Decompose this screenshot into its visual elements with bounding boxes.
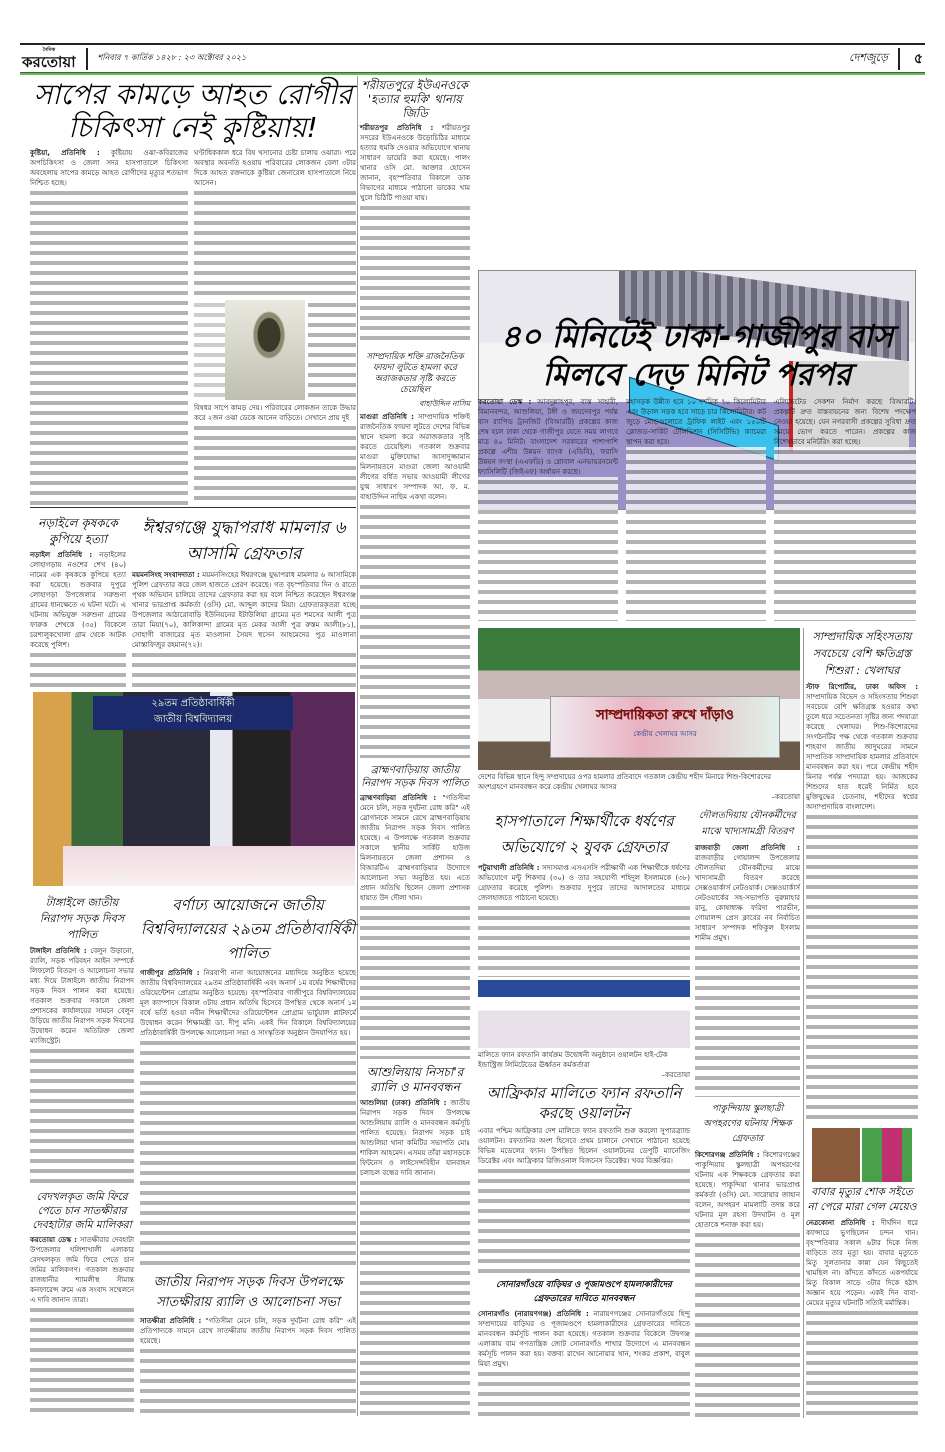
dateline: গাজীপুর প্রতিনিধি : (140, 969, 200, 977)
article-text: রাজবাড়ীর গোয়ালন্দ উপজেলার দৌলতদিয়া যৌনকর্মীদের মাঝে খাদ্যসামগ্রী বিতরণ করেছে সেক্সওয়ার্কার্স নেটওয়ার্ক। সেক্সওয়ার্কার্স নেটওয়ার্কের সহ-সভাপতি নুরুন্নাহার রানু, কোষাধ্যক্ষ ফরিদা পারভীন, গোয়ালন্দ প্রেস ক্লাবের নব নির্বাচিত সাধারণ সম্পাদক শফিকুল ইসলাম শামীম প্রমুখ। (695, 854, 800, 942)
article-text: বিষধর সাপে কামড় দেয়। পরিবারের লোকজন তাকে উদ্ধার করে ২জন ওঝা ডেকে আনেন বাড়িতে। সেখানে প্রায় দুই (194, 404, 356, 423)
article-shariatpur (360, 123, 470, 346)
headline-pakundia: পাকুন্দিয়ায় স্কুলছাত্রী অপহরণের ঘটনায় শিক্ষক গ্রেফতার (703, 1103, 792, 1144)
article-text: সাতক্ষীরার দেবহাটা উপজেলার খলিশাখালী এলাকার বেদখলকৃত জমি ফিরে পেতে চান জমির মালিকগণ। গতকাল শুক্রবার রাজধানীর শ্যামলীস্থ সীমান্ত কনফারেন্স রুমে এক সংবাদ সম্মেলনে এ দাবি জানান তারা। (30, 1236, 134, 1305)
article-text: নিরবাপী নানা আয়োজনের মধ্যদিয়ে অনুষ্ঠিত হয়েছে জাতীয় বিশ্ববিদ্যালয়ের ২৯তম প্রতিষ্ঠাবার্ষিকী এবং অনার্স ১ম বর্ষের শিক্ষার্থীদের ওরিয়েন্টেশন প্রোগ্রাম অনুষ্ঠিত হয়েছে। বৃহস্পতিবার গাজীপুরে বিশ্ববিদ্যালয়ের মূল ক্যাম্পাসে বিকাল ৩টায় প্রধান অতিথি হিসেবে উপস্থিত থেকে অনার্স ১ম বর্ষে ভর্তি হওয়া নবীন শিক্ষার্থীদের ওরিয়েন্টেশন প্রোগ্রাম ভার্চুয়াল প্লাটফর্মে উদ্বোধন করেন শিক্ষামন্ত্রী ডা. দীপু মনি। একই দিন বিকালে বিশ্ববিদ্যালয়ের প্রতিষ্ঠাবার্ষিকী উপলক্ষে আলোচনা সভা ও সাংস্কৃতিক অনুষ্ঠান উদযাপিত হয়। (140, 969, 357, 1037)
logo-small-text: দৈনিক (42, 46, 56, 53)
article-snake-col2b (308, 300, 356, 400)
masthead (22, 45, 923, 72)
dateline: সোনারগাঁও (নারায়ণগঞ্জ) প্রতিনিধি : (478, 1309, 589, 1318)
khelaghar-human-chain-photo (478, 628, 800, 770)
article-bus-col1 (478, 397, 618, 621)
right-column (806, 628, 918, 1418)
article-khelaghar (806, 682, 918, 1124)
column-2-lower (140, 893, 356, 1418)
article-bus (478, 318, 916, 621)
headline-walton: আফ্রিকার মালিতে ফ্যান রফতানি করছে ওয়ালটন (486, 1084, 682, 1123)
dateline: মাগুরা প্রতিনিধি : (360, 412, 414, 421)
column-3 (360, 78, 470, 1418)
headline-snake: সাপের কামড়ে আহত রোগীর চিকিৎসা নেই কুষ্টিয়ায়! (33, 78, 353, 144)
article-snake-col2 (194, 148, 356, 297)
article-tangail (30, 946, 134, 1184)
photo-caption (478, 1050, 690, 1080)
headline-shariatpur: শরীয়তপুরে ইউএনওকে 'হত্যার হুমকি' থানায় জিডি (362, 78, 468, 120)
banner-text: জাতীয় বিশ্ববিদ্যালয় (153, 714, 233, 725)
article-text: ঘণ্টাধিককাল ধরে বিষ খসানোর চেষ্টা চালায় ওঝারা। পরে অবস্থার অবনতি হওয়ায় পরিবারের লোকজন বেলা ৩টার দিকে আহত রক্তনাকে কুষ্টিয়া জেনারেল হাসপাতালে নিয়ে আসেন। (194, 149, 356, 187)
article-satkhira (140, 1316, 356, 1418)
article-text: জাতীয় নিরাপদ সড়ক দিবস উপলক্ষে আশুলিয়ায় র‍্যালি ও মানববন্ধন কর্মসূচি পালিত হয়েছে। নিরাপদ সড়ক চাই আশুলিয়া থানা কমিটির সভাপতি মোঃ শাকিল আহমেদ। এসময় তাঁরা মহাসড়কে ফিটনেস ও লাইসেন্সবিহীন যানবাহন চলাচল বন্ধের দাবি জানান। (360, 1099, 470, 1178)
headline-daulatdia: দৌলতদিয়ায় যৌনকর্মীদের মাঝে খাদ্যসামগ্রী বিতরণ (699, 810, 796, 837)
article-text: "গতিসীমা মেনে চলি, সড়ক দুর্ঘটনা রোধ করি" এই স্লোগানকে সামনে রেখে ব্রাহ্মণবাড়িয়ায় জাতীয় নিরাপদ সড়ক দিবস পালিত হয়েছে। এ উপলক্ষে গতকাল শুক্রবার সকালে স্থানীয় সার্কিট হাউজ মিলনায়তনে জেলা প্রশাসন ও বিআরটিএ ব্রাহ্মণবাড়িয়ার উদ্যোগে আলোচনা সভা অনুষ্ঠিত হয়। এতে প্রধান অতিথি ছিলেন জেলা প্রশাসক হায়াত উদ দৌলা খান। (360, 794, 470, 903)
dateline: রাজবাড়ী জেলা প্রতিনিধি : (695, 844, 800, 852)
father-daughter-photo (812, 1128, 912, 1182)
caption-text: দেশের বিভিন্ন স্থানে হিন্দু সম্প্রদায়ের ওপর হামলার প্রতিবাদে গতকাল কেন্দ্রীয় শহীদ মিনারে শিশু-কিশোরদের অংশগ্রহণে মানববন্ধন করে কেন্দ্রীয় খেলাঘর আসর (478, 773, 772, 791)
middle-right-col-a (478, 808, 690, 1418)
photo-credit: –করতোয়া (661, 1071, 690, 1080)
byline: বাহাউদ্দিন নাসিম (419, 398, 470, 408)
article-text: সাম্প্রদায়িক শক্তিই রাজনৈতিক ফায়দা লুটতে দেশের বিভিন্ন স্থানে হামলা করে অরাজকতার সৃষ্টি করতে চেয়েছিল। গতকাল শুক্রবার মাগুরা মুক্তিযোদ্ধা আসাদুজ্জামান মিলনায়তনে মাগুরা জেলা আওয়ামী লীগের বর্ধিত সভায় আওয়ামী লীগের যুগ্ম সাধারণ সম্পাদক আ. ফ. ম. বাহাউদ্দিন নাছিম একথা বলেন। (360, 412, 470, 501)
issue-date: শনিবার ৭ কার্তিক ১৪২৮ : ২৩ অক্টোবর ২০২১ (97, 53, 247, 62)
logo-text: করতোয়া (22, 52, 76, 71)
article-text: এলিভেটেড সেকশন নির্মাণ করছে বিআরটি। প্রকল্পটি দ্রুত বাস্তবায়নের জন্য বিশেষ পদক্ষেপ নেওয়া হয়েছে। যেন নগরবাসী প্রকল্পের সুবিধা দ্রুত সময়ে ভোগ করতে পারেন। প্রকল্পের কাজ বিশেষভাবে মনিটরিং করা হচ্ছে। (774, 398, 916, 446)
section-name: দেশজুড়ে (849, 51, 888, 64)
article-bedokhol (30, 1235, 134, 1418)
photo-credit: –করতোয়া (771, 793, 800, 801)
dateline: করতোয়া ডেস্ক : (30, 1236, 77, 1245)
divider (30, 507, 356, 508)
headline-narail: নড়াইলে কৃষককে কুপিয়ে হত্যা (38, 516, 118, 546)
article-bus-col2 (626, 397, 766, 621)
dateline: নেত্রকোনা প্রতিনিধি : (806, 1219, 875, 1227)
article-text: দীর্ঘদিন ধরে ক্যান্সারে ভুগছিলেন চন্দন খান। বৃহস্পতিবার সকাল ৬টার দিকে নিজ বাড়িতে তার মৃত্যু হয়। বাবার মৃত্যুতে মিতু সুলতানার কান্না যেন কিছুতেই থামছিল না। কাঁদতে কাঁদতে একপর্যায়ে মিতু বিকাল সাড়ে ৩টার দিকে হঠাৎ অজ্ঞান হয়ে পড়েন। একই দিন বাবা-মেয়ের মৃত্যুর ঘটনাটি সত্যিই মর্মান্তিক। (806, 1219, 918, 1307)
article-text: শরীয়তপুর সদরের ইউএনওকে উড়োচিঠির মাধ্যমে হত্যার হুমকি দেওয়ার অভিযোগে থানায় সাধারণ ডায়েরি করা হয়েছে। পালং থানার ওসি মো. আক্তার হোসেন জানান, বৃহস্পতিবার বিকালে ডাক বিভাগের মাধ্যমে পাঠানো ডাকের খাম খুলে চিঠিটি পাওয়া যায়। (360, 124, 470, 202)
article-ishwarganj-stack (132, 515, 356, 687)
article-text: ময়মনসিংহের ঈশ্বরগঞ্জে যুদ্ধাপরাধ মামলার ৬ আসামিকে পুলিশ গ্রেফতার করে জেল হাজতে প্রেরণ করেছে। গত বৃহস্পতিবার দিন ও রাতে পৃথক অভিযান চালিয়ে তাদের গ্রেফতার করা হয় বলে নিশ্চিত করেছেন ঈশ্বরগঞ্জ থানার ভারপ্রাপ্ত কর্মকর্তা (ওসি) মো. আব্দুল কাদের মিয়া। গ্রেফতারকৃতরা হচ্ছে উপজেলার আঠারোবাড়ি ইউনিয়নের ইটাউলিয়া গ্রামের মৃত শমসের আলী পুত্র তারা মিয়া(৭০), কালিকান্দা গ্রামের মৃত মেকর আলী পুত্র রুস্তম আলী(৮১), সোহাগী বাজারের মৃত মাওলানা সৈয়দ হুসেন আহমেদের পুত্র মাওলানা মোস্তাফিজুর রহমান(৭২)। (132, 571, 356, 649)
walton-event-photo (478, 980, 690, 1048)
headline-communal-force: সাম্প্রদায়িক শক্তি রাজনৈতিক ফায়দা লুটতে হামলা করে অরাজকতার সৃষ্টি করতে চেয়েছিল (366, 351, 464, 395)
dateline: ব্রাহ্মণবাড়িয়া প্রতিনিধি : (360, 794, 437, 803)
article-communal-force (360, 412, 470, 758)
dateline: স্টাফ রিপোর্টার, ঢাকা অফিস : (806, 683, 918, 691)
article-text: নারায়ণগঞ্জের সোনারগাঁওয়ে হিন্দু সম্প্রদায়ের বাড়িঘর ও পূজামণ্ডপে হামলাকারীদের গ্রেফতারের দাবিতে মানববন্ধন কর্মসূচি পালন করা হয়েছে। গতকাল শুক্রবার বিকেলে উদ্বগঞ্জ এলাকায় বাম গণতান্ত্রিক জোট সোনারগাঁও শাখার উদ্যোগে এ মানববন্ধন কর্মসূচি পালন করা হয়। বক্তব্য রাখেন আনোয়ার খান, শংকর প্রকাশ, বাবুল মিয়া প্রমুখ। (478, 1309, 691, 1368)
column-1-lower (30, 895, 134, 1418)
cobra-photo-row (194, 300, 356, 400)
article-snake-col2c (194, 403, 356, 505)
article-narail-stack (30, 515, 126, 687)
column-rule (803, 628, 804, 1418)
article-snake (30, 78, 356, 508)
article-ashulia (360, 1098, 470, 1418)
column-rule (357, 76, 358, 1416)
article-text: মহাসড়ক উন্নীত হবে ১০ দশমিক ৭০ কিলোমিটার এবং উড়াল সড়ক হবে সাড়ে চার কিলোমিটার। কট জুড়ে মোড়গুলোতে ট্রাফিক লাইট এবং ১৫০টি ক্লোজড-সার্কিট টেলিভিশন (সিসিটিভি) ক্যামেরা স্থাপন করা হবে। (626, 398, 766, 446)
headline-ishwarganj: ঈশ্বরগঞ্জে যুদ্ধাপরাধ মামলার ৬ আসামি গ্রেফতার (142, 518, 346, 564)
article-snake-col2-wrap (194, 148, 356, 505)
middle-right-block (478, 628, 800, 1418)
banner-text: ২৯তম প্রতিষ্ঠাবার্ষিকী (151, 698, 235, 709)
article-text: "গতিসীমা মেনে চলি, সড়ক দুর্ঘটনা রোধ করি" এই প্রতিপাদ্যকে সামনে রেখে সাতক্ষীরায় জাতীয় নিরাপদ সড়ক দিবস পালিত হয়েছে। (140, 1317, 356, 1345)
photo-banner (550, 696, 780, 758)
divider (898, 48, 900, 70)
article-father-daughter (806, 1218, 918, 1418)
photo-caption (478, 772, 800, 802)
headline-national-university: বর্ণাঢ্য আয়োজনে জাতীয় বিশ্ববিদ্যালয়ের ২৯তম প্রতিষ্ঠাবার্ষিকী পালিত (140, 896, 356, 962)
banner-org: কেন্দ্রীয় খেলাঘর আসর (633, 730, 697, 738)
article-brahmanbaria (360, 793, 470, 1059)
masthead-green-rule (20, 72, 925, 75)
headline-ashulia: আশুলিয়ায় নিসচা'র র‍্যালি ও মানববন্ধন (366, 1065, 464, 1095)
middle-right-columns (478, 808, 800, 1418)
dateline: করতোয়া ডেস্ক : (478, 398, 532, 406)
article-daulatdia (695, 843, 800, 1097)
article-bus-columns (478, 394, 916, 621)
nu-anniversary-photo (33, 692, 355, 886)
article-national-university (140, 968, 356, 1267)
cake-table (63, 846, 355, 886)
article-pakundia (695, 1150, 800, 1418)
newspaper-logo (22, 47, 76, 71)
dateline: টাঙ্গাইল প্রতিনিধি : (30, 947, 87, 955)
article-text: নড়াইলের লোহাগড়ায় নওশের শেখ (৪০) নামের এক কৃষককে কুপিয়ে হত্যা করা হয়েছে। শুক্রবার দুপুরে লোহাগড়া উপজেলার সরুশুনা গ্রামের ধানক্ষেতে এ ঘটনা ঘটে। এ ঘটনায় অভিযুক্ত সরুশুনা গ্রামের ফারুক শেখকে (৩৫) বিকেলে চরশালুকখোলা গ্রাম থেকে আটক করেছে পুলিশ। (30, 551, 126, 649)
caption-text: মালিতে ফ্যান রফতানি কার্যক্রম উদ্বোধনী অনুষ্ঠানে ওয়ালটন হাই-টেক ইন্ডাস্ট্রিজ লিমিটেডের ঊর্ধ্বতন কর্মকর্তারা (478, 1051, 668, 1070)
headline-brahmanbaria: ব্রাহ্মণবাড়িয়ায় জাতীয় নিরাপদ সড়ক দিবস পালিত (361, 765, 469, 790)
dateline: পটুয়াখালী প্রতিনিধি : (478, 864, 540, 872)
dateline: কিশোরগঞ্জ প্রতিনিধি : (695, 1150, 760, 1159)
spacer (194, 300, 225, 400)
article-snake-col1 (30, 148, 188, 505)
article-walton (478, 1126, 690, 1272)
article-hospital (478, 863, 690, 977)
article-text: কিশোরগঞ্জের পাকুন্দিয়ায় স্কুলছাত্রী অপহরণের ঘটনায় এক শিক্ষককে গ্রেফতার করা হয়েছে। পাকুন্দিয়া থানার ভারপ্রাপ্ত কর্মকর্তা (ওসি) মো. সারোয়ার জাহান বলেন, অপহরণ মামলাটি তদন্ত করে ঘটনার মূল রহস্য উদঘাটন ও মূল হোতাকে শনাক্ত করা হয়। (695, 1150, 800, 1229)
dateline: নড়াইল প্রতিনিধি : (30, 551, 93, 559)
dateline: সাতক্ষীরা প্রতিনিধি : (140, 1317, 202, 1325)
divider (86, 48, 88, 70)
article-text: সাম্প্রদায়িক বিভেদ ও সহিংসতায় শিশুরা সবচেয়ে বেশি ক্ষতিগ্রস্ত হওয়ার কথা তুলে ধরে সচেতনতা সৃষ্টির জন্য পদযাত্রা করেছে খেলাঘর। শিশু-কিশোরদের সংগঠনটির পক্ষ থেকে গতকাল শুক্রবার শাহবাগ জাতীয় জাদুঘরের সামনে সাম্প্রতিক সাম্প্রদায়িক হামলার প্রতিবাদে মানববন্ধন করা হয়। পরে কেন্দ্রীয় শহীদ মিনার পর্যন্ত পদযাত্রা হয়। আজকের শিশুদের হাত ধরেই নির্মিত হবে মুক্তিযুদ্ধের চেতনায়, শহীদের স্বপ্নের অসাম্প্রদায়িক বাংলাদেশ। (806, 693, 918, 811)
article-narail (30, 550, 126, 687)
middle-right-col-b (695, 808, 800, 1418)
article-text: এবার পশ্চিম আফ্রিকার দেশ মালিতে ফ্যান রফতানি শুরু করলো সুপারব্র্যান্ড ওয়ালটন। রফতানির অংশ হিসেবে প্রথম চালানে সেখানে পাঠানো হয়েছে বিভিন্ন মডেলের ফ্যান। উপস্থিত ছিলেন ওয়ালটনের ডেপুটি ম্যানেজিং ডিরেক্টর এবং আফ্রিকার রিজিওনাল বিজনেস ডিরেক্টর। খবর বিজ্ঞপ্তির। (478, 1127, 690, 1166)
headline-sonargaon: সোনারগাঁওয়ে বাড়িঘর ও পূজামণ্ডপে হামলাকারীদের গ্রেফতারের দাবিতে মানববন্ধন (496, 1279, 672, 1304)
article-sonargaon (478, 1309, 690, 1418)
headline-bedokhol: বেদখলকৃত জমি ফিরে পেতে চান সাতক্ষীরার দেবহাটার জমি মালিকরা (32, 1191, 132, 1232)
headline-khelaghar: সাম্প্রদায়িক সহিংসতায় সবচেয়ে বেশি ক্ষতিগ্রস্ত শিশুরা : খেলাঘর (812, 630, 912, 677)
page-number: ৫ (913, 50, 923, 67)
headline-father-daughter: বাবার মৃত্যুর শোক সইতে না পেরে মারা গেল মেয়েও (807, 1186, 917, 1213)
article-text: সদ্যসমাপ্ত এসএসসি পরীক্ষার্থী এক শিক্ষার্থীকে ধর্ষণের অভিযোগে মন্টু শিকদার (৩০) ও তার সহযোগী শহিদুল ইসলামকে (৩৮) গ্রেফতার করেছে পুলিশ। শুক্রবার দুপুরে তাদের আদালতের মাধ্যমে জেলহাজতে পাঠানো হয়েছে। (478, 864, 690, 902)
cobra-photo (225, 300, 305, 400)
article-bus-col3 (774, 397, 916, 621)
headline-bus: ৪০ মিনিটেই ঢাকা-গাজীপুর বাস মিলবে দেড় মিনিট পরপর (500, 319, 894, 393)
dateline: ময়মনসিংহ সংবাদদাতা : (132, 571, 200, 579)
article-text: কুষ্টিয়ায় ওঝা-কবিরাজের অপচিকিৎসা ও জেলা সদর হাসপাতালে চিকিৎসা অবহেলায় সাপের কামড়ে আহত রোগীদের মৃত্যুর শতভাগ নিশ্চিত হচ্ছে। (30, 149, 188, 187)
dateline: শরীয়তপুর প্রতিনিধি : (360, 124, 434, 132)
article-text: আবদুল্লাহপুর, ব্যস্ত সাহারী, বিমানবন্দর, আশুলিয়া, টঙ্গী ও জয়দেবপুর পর্যন্ত বাস র‍্যাপিড ট্রানজিট (বিআরটি) প্রকল্পের কাজ শেষ হলে ঢাকা থেকে গাজীপুর যেতে সময় লাগবে মাত্র ৪০ মিনিট। বাংলাদেশ সরকারের পাশাপাশি প্রকল্পে এশীয় উন্নয়ন ব্যাংক (এডিবি), ফরাসি উন্নয়ন সংস্থা (এএফডি) ও গ্লোবাল এনভায়রনমেন্ট ফ্যাসিলিটি (জিইএফ) অর্থায়ন করছে। (478, 398, 618, 476)
dateline: কুষ্টিয়া, প্রতিনিধি : (30, 149, 100, 157)
headline-hospital: হাসপাতালে শিক্ষার্থীকে ধর্ষণের অভিযোগে ২ যুবক গ্রেফতার (494, 812, 674, 856)
dateline: আশুলিয়া (ঢাকা) প্রতিনিধি : (360, 1099, 447, 1108)
article-snake-columns (30, 148, 356, 505)
photo-banner (93, 696, 293, 730)
banner-text: সাম্প্রদায়িকতা রুখে দাঁড়াও (596, 708, 734, 723)
article-ishwarganj (132, 570, 356, 687)
article-text: বেলুন উড়ানো, র‍্যালি, সড়ক পরিবহন আইন সম্পর্কে লিফলেট বিতরণ ও আলোচনা সভার মধ্য দিয়ে টাঙ্গাইলে জাতীয় নিরাপদ সড়ক দিবস পালন করা হয়েছে। গতকাল শুক্রবার সকালে জেলা প্রশাসকের কার্যালয়ের সামনে বেলুন উড়িয়ে জাতীয় নিরাপদ সড়ক দিবসের উদ্বোধন করেন অতিরিক্ত জেলা ম্যাজিস্ট্রেট। (30, 947, 134, 1045)
headline-satkhira: জাতীয় নিরাপদ সড়ক দিবস উপলক্ষে সাতক্ষীরায় র‍্যালি ও আলোচনা সভা (153, 1275, 343, 1310)
headline-tangail: টাঙ্গাইলে জাতীয় নিরাপদ সড়ক দিবস পালিত (39, 896, 125, 941)
